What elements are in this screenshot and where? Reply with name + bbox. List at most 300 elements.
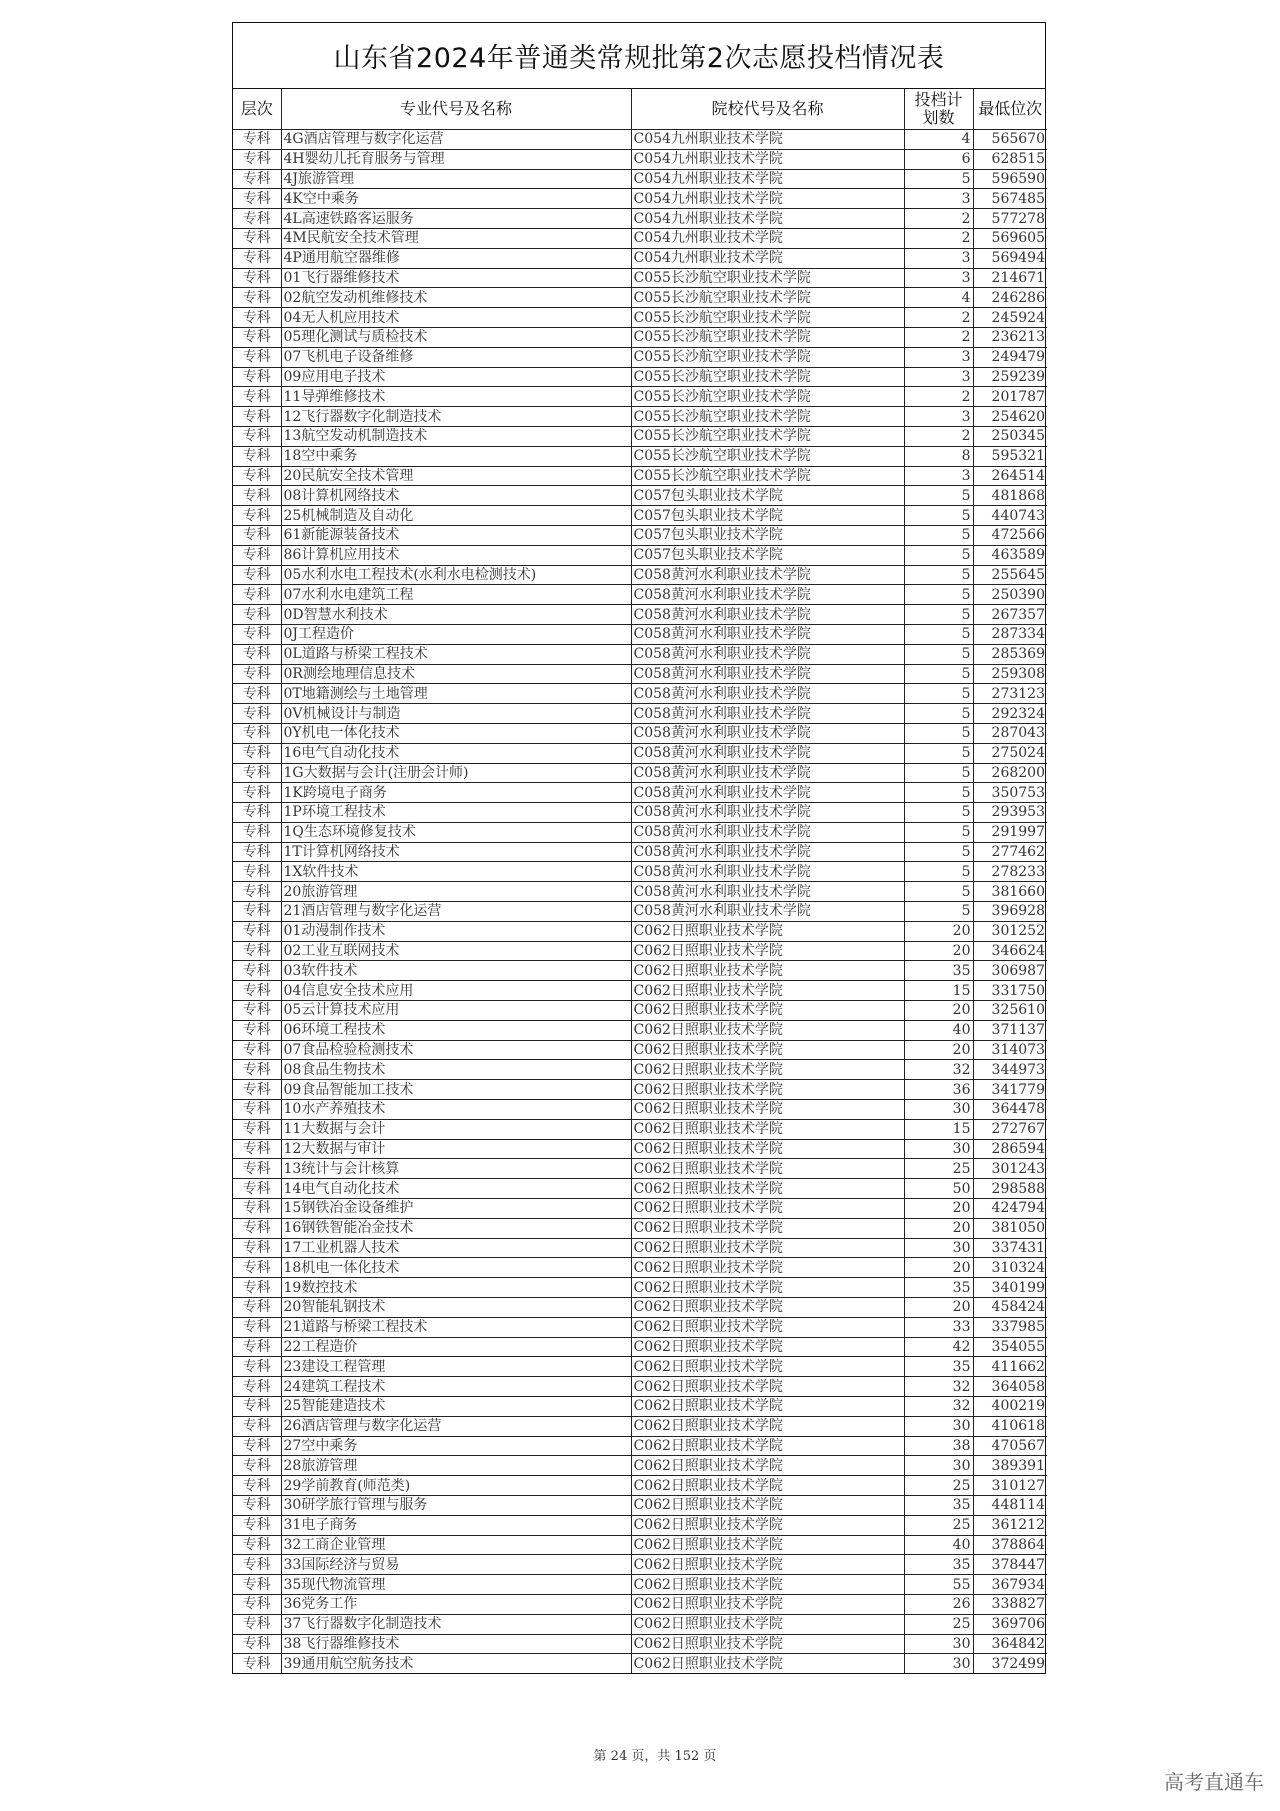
table-row <box>233 1456 1047 1476</box>
table-row <box>233 1159 1047 1179</box>
table-row <box>233 1080 1047 1100</box>
cell-level: 专科 <box>233 1278 281 1298</box>
table-row <box>233 1139 1047 1159</box>
cell-min-rank: 298588 <box>973 1179 1047 1199</box>
cell-plan-count: 35 <box>904 1495 973 1515</box>
cell-min-rank: 254620 <box>973 407 1047 427</box>
cell-school: C054九州职业技术学院 <box>631 248 904 268</box>
cell-min-rank: 463589 <box>973 545 1047 565</box>
column-header-plan-count <box>904 89 973 130</box>
table-row <box>233 1258 1047 1278</box>
cell-plan-count: 5 <box>904 743 973 763</box>
cell-major: 07食品检验检测技术 <box>281 1040 631 1060</box>
cell-level: 专科 <box>233 248 281 268</box>
cell-major: 1P环境工程技术 <box>281 803 631 823</box>
cell-min-rank: 272767 <box>973 1119 1047 1139</box>
table-row <box>233 1416 1047 1436</box>
cell-major: 39通用航空航务技术 <box>281 1654 631 1673</box>
cell-level: 专科 <box>233 783 281 803</box>
cell-major: 02航空发动机维修技术 <box>281 288 631 308</box>
cell-plan-count: 20 <box>904 1298 973 1318</box>
cell-min-rank: 286594 <box>973 1139 1047 1159</box>
cell-min-rank: 285369 <box>973 644 1047 664</box>
table-row <box>233 1476 1047 1496</box>
table-row <box>233 228 1047 248</box>
cell-min-rank: 364842 <box>973 1634 1047 1654</box>
cell-level: 专科 <box>233 367 281 387</box>
cell-major: 4L高速铁路客运服务 <box>281 209 631 229</box>
cell-min-rank: 396928 <box>973 902 1047 922</box>
cell-level: 专科 <box>233 1060 281 1080</box>
cell-level: 专科 <box>233 387 281 407</box>
cell-level: 专科 <box>233 1416 281 1436</box>
cell-level: 专科 <box>233 723 281 743</box>
cell-major: 1G大数据与会计(注册会计师) <box>281 763 631 783</box>
cell-school: C058黄河水利职业技术学院 <box>631 644 904 664</box>
cell-level: 专科 <box>233 268 281 288</box>
cell-level: 专科 <box>233 585 281 605</box>
cell-school: C062日照职业技术学院 <box>631 1575 904 1595</box>
cell-school: C062日照职业技术学院 <box>631 1357 904 1377</box>
cell-school: C062日照职业技术学院 <box>631 1119 904 1139</box>
cell-major: 01动漫制作技术 <box>281 921 631 941</box>
cell-major: 24建筑工程技术 <box>281 1377 631 1397</box>
cell-min-rank: 250345 <box>973 426 1047 446</box>
cell-major: 10水产养殖技术 <box>281 1100 631 1120</box>
cell-major: 21酒店管理与数字化运营 <box>281 902 631 922</box>
table-row <box>233 743 1047 763</box>
cell-school: C062日照职业技术学院 <box>631 1139 904 1159</box>
table-row <box>233 189 1047 209</box>
cell-level: 专科 <box>233 466 281 486</box>
cell-level: 专科 <box>233 1476 281 1496</box>
cell-level: 专科 <box>233 1634 281 1654</box>
cell-level: 专科 <box>233 605 281 625</box>
cell-level: 专科 <box>233 1119 281 1139</box>
cell-level: 专科 <box>233 1555 281 1575</box>
cell-min-rank: 369706 <box>973 1614 1047 1634</box>
cell-min-rank: 306987 <box>973 961 1047 981</box>
cell-plan-count: 5 <box>904 803 973 823</box>
table-row <box>233 1614 1047 1634</box>
cell-school: C054九州职业技术学院 <box>631 169 904 189</box>
table-row <box>233 723 1047 743</box>
cell-school: C058黄河水利职业技术学院 <box>631 565 904 585</box>
cell-min-rank: 236213 <box>973 327 1047 347</box>
cell-school: C062日照职业技术学院 <box>631 921 904 941</box>
cell-plan-count: 20 <box>904 1218 973 1238</box>
cell-school: C062日照职业技术学院 <box>631 981 904 1001</box>
cell-level: 专科 <box>233 1397 281 1417</box>
cell-plan-count: 8 <box>904 446 973 466</box>
table-row <box>233 169 1047 189</box>
cell-level: 专科 <box>233 684 281 704</box>
cell-level: 专科 <box>233 1594 281 1614</box>
table-body <box>233 130 1047 1674</box>
cell-level: 专科 <box>233 545 281 565</box>
cell-school: C062日照职业技术学院 <box>631 1080 904 1100</box>
cell-major: 08计算机网络技术 <box>281 486 631 506</box>
cell-school: C062日照职业技术学院 <box>631 1594 904 1614</box>
watermark: 高考直通车 <box>1164 1770 1264 1794</box>
table-row <box>233 130 1047 150</box>
cell-school: C062日照职业技术学院 <box>631 1337 904 1357</box>
cell-school: C054九州职业技术学院 <box>631 209 904 229</box>
cell-school: C054九州职业技术学院 <box>631 130 904 150</box>
admission-table-sheet <box>232 22 1046 1674</box>
table-row <box>233 605 1047 625</box>
cell-min-rank: 481868 <box>973 486 1047 506</box>
table-row <box>233 1317 1047 1337</box>
cell-major: 4G酒店管理与数字化运营 <box>281 130 631 150</box>
cell-level: 专科 <box>233 941 281 961</box>
admission-table <box>233 89 1047 1673</box>
page-footer: 第 24 页，共 152 页 <box>593 1749 717 1764</box>
cell-level: 专科 <box>233 1337 281 1357</box>
cell-level: 专科 <box>233 288 281 308</box>
cell-plan-count: 30 <box>904 1416 973 1436</box>
cell-level: 专科 <box>233 1040 281 1060</box>
cell-major: 18机电一体化技术 <box>281 1258 631 1278</box>
table-row <box>233 803 1047 823</box>
table-row <box>233 1555 1047 1575</box>
cell-min-rank: 291997 <box>973 822 1047 842</box>
cell-min-rank: 267357 <box>973 605 1047 625</box>
cell-plan-count: 25 <box>904 1159 973 1179</box>
cell-school: C058黄河水利职业技术学院 <box>631 704 904 724</box>
table-row <box>233 1337 1047 1357</box>
cell-min-rank: 301243 <box>973 1159 1047 1179</box>
table-row <box>233 822 1047 842</box>
cell-major: 11大数据与会计 <box>281 1119 631 1139</box>
table-row <box>233 882 1047 902</box>
cell-major: 37飞行器数字化制造技术 <box>281 1614 631 1634</box>
cell-level: 专科 <box>233 347 281 367</box>
cell-level: 专科 <box>233 842 281 862</box>
cell-major: 4H婴幼儿托育服务与管理 <box>281 149 631 169</box>
cell-plan-count: 35 <box>904 1278 973 1298</box>
cell-min-rank: 292324 <box>973 704 1047 724</box>
cell-level: 专科 <box>233 1199 281 1219</box>
table-row <box>233 1040 1047 1060</box>
cell-major: 1T计算机网络技术 <box>281 842 631 862</box>
cell-major: 1Q生态环境修复技术 <box>281 822 631 842</box>
cell-min-rank: 411662 <box>973 1357 1047 1377</box>
cell-plan-count: 20 <box>904 1001 973 1021</box>
cell-plan-count: 25 <box>904 1614 973 1634</box>
table-row <box>233 1238 1047 1258</box>
cell-min-rank: 381050 <box>973 1218 1047 1238</box>
cell-school: C062日照职业技术学院 <box>631 1416 904 1436</box>
cell-school: C055长沙航空职业技术学院 <box>631 327 904 347</box>
cell-major: 61新能源装备技术 <box>281 525 631 545</box>
cell-min-rank: 378864 <box>973 1535 1047 1555</box>
cell-level: 专科 <box>233 1159 281 1179</box>
cell-level: 专科 <box>233 209 281 229</box>
cell-major: 18空中乘务 <box>281 446 631 466</box>
cell-major: 03软件技术 <box>281 961 631 981</box>
cell-school: C062日照职业技术学院 <box>631 1001 904 1021</box>
cell-level: 专科 <box>233 1020 281 1040</box>
table-row <box>233 367 1047 387</box>
table-row <box>233 1634 1047 1654</box>
cell-major: 02工业互联网技术 <box>281 941 631 961</box>
cell-min-rank: 389391 <box>973 1456 1047 1476</box>
cell-major: 4M民航安全技术管理 <box>281 228 631 248</box>
cell-min-rank: 381660 <box>973 882 1047 902</box>
cell-plan-count: 15 <box>904 981 973 1001</box>
cell-major: 13统计与会计核算 <box>281 1159 631 1179</box>
cell-plan-count: 5 <box>904 763 973 783</box>
cell-plan-count: 2 <box>904 228 973 248</box>
cell-min-rank: 472566 <box>973 525 1047 545</box>
column-header-min-rank: 最低位次 <box>973 89 1047 130</box>
cell-major: 38飞行器维修技术 <box>281 1634 631 1654</box>
cell-plan-count: 35 <box>904 1357 973 1377</box>
cell-school: C055长沙航空职业技术学院 <box>631 347 904 367</box>
cell-major: 11导弹维修技术 <box>281 387 631 407</box>
cell-school: C057包头职业技术学院 <box>631 525 904 545</box>
cell-major: 04信息安全技术应用 <box>281 981 631 1001</box>
cell-level: 专科 <box>233 1377 281 1397</box>
cell-plan-count: 5 <box>904 545 973 565</box>
cell-school: C055长沙航空职业技术学院 <box>631 407 904 427</box>
cell-major: 25机械制造及自动化 <box>281 506 631 526</box>
table-row <box>233 446 1047 466</box>
cell-major: 35现代物流管理 <box>281 1575 631 1595</box>
cell-level: 专科 <box>233 228 281 248</box>
cell-school: C055长沙航空职业技术学院 <box>631 367 904 387</box>
table-row <box>233 1218 1047 1238</box>
cell-level: 专科 <box>233 1654 281 1673</box>
cell-major: 0J工程造价 <box>281 624 631 644</box>
cell-school: C062日照职业技术学院 <box>631 1495 904 1515</box>
cell-min-rank: 255645 <box>973 565 1047 585</box>
table-row <box>233 1298 1047 1318</box>
cell-min-rank: 567485 <box>973 189 1047 209</box>
cell-major: 01飞行器维修技术 <box>281 268 631 288</box>
cell-major: 0L道路与桥梁工程技术 <box>281 644 631 664</box>
cell-major: 0V机械设计与制造 <box>281 704 631 724</box>
cell-major: 0R测绘地理信息技术 <box>281 664 631 684</box>
cell-major: 04无人机应用技术 <box>281 308 631 328</box>
cell-min-rank: 249479 <box>973 347 1047 367</box>
cell-min-rank: 400219 <box>973 1397 1047 1417</box>
table-row <box>233 1100 1047 1120</box>
cell-major: 15钢铁冶金设备维护 <box>281 1199 631 1219</box>
cell-level: 专科 <box>233 426 281 446</box>
table-row <box>233 783 1047 803</box>
cell-level: 专科 <box>233 921 281 941</box>
cell-level: 专科 <box>233 169 281 189</box>
table-row <box>233 565 1047 585</box>
cell-level: 专科 <box>233 327 281 347</box>
cell-school: C058黄河水利职业技术学院 <box>631 803 904 823</box>
cell-plan-count: 5 <box>904 704 973 724</box>
cell-plan-count: 20 <box>904 1258 973 1278</box>
cell-school: C062日照职业技术学院 <box>631 1100 904 1120</box>
cell-min-rank: 458424 <box>973 1298 1047 1318</box>
cell-school: C062日照职业技术学院 <box>631 1614 904 1634</box>
table-row <box>233 288 1047 308</box>
cell-plan-count: 40 <box>904 1535 973 1555</box>
cell-min-rank: 378447 <box>973 1555 1047 1575</box>
cell-plan-count: 2 <box>904 387 973 407</box>
cell-plan-count: 5 <box>904 684 973 704</box>
cell-major: 25智能建造技术 <box>281 1397 631 1417</box>
cell-plan-count: 4 <box>904 130 973 150</box>
cell-school: C062日照职业技术学院 <box>631 1456 904 1476</box>
cell-major: 05云计算技术应用 <box>281 1001 631 1021</box>
cell-min-rank: 293953 <box>973 803 1047 823</box>
cell-school: C062日照职业技术学院 <box>631 1634 904 1654</box>
cell-level: 专科 <box>233 822 281 842</box>
cell-school: C058黄河水利职业技术学院 <box>631 882 904 902</box>
cell-plan-count: 5 <box>904 624 973 644</box>
cell-major: 1X软件技术 <box>281 862 631 882</box>
cell-level: 专科 <box>233 644 281 664</box>
table-row <box>233 387 1047 407</box>
table-row <box>233 1119 1047 1139</box>
cell-school: C062日照职业技术学院 <box>631 961 904 981</box>
table-row <box>233 902 1047 922</box>
cell-min-rank: 565670 <box>973 130 1047 150</box>
table-row <box>233 1515 1047 1535</box>
table-row <box>233 941 1047 961</box>
cell-plan-count: 15 <box>904 1119 973 1139</box>
cell-school: C058黄河水利职业技术学院 <box>631 664 904 684</box>
cell-min-rank: 569605 <box>973 228 1047 248</box>
cell-plan-count: 5 <box>904 585 973 605</box>
cell-school: C062日照职业技术学院 <box>631 1258 904 1278</box>
cell-school: C055长沙航空职业技术学院 <box>631 466 904 486</box>
cell-level: 专科 <box>233 149 281 169</box>
cell-plan-count: 30 <box>904 1139 973 1159</box>
table-row <box>233 426 1047 446</box>
cell-major: 14电气自动化技术 <box>281 1179 631 1199</box>
cell-level: 专科 <box>233 1357 281 1377</box>
cell-major: 09食品智能加工技术 <box>281 1080 631 1100</box>
cell-level: 专科 <box>233 981 281 1001</box>
cell-min-rank: 424794 <box>973 1199 1047 1219</box>
table-row <box>233 525 1047 545</box>
cell-min-rank: 278233 <box>973 862 1047 882</box>
table-row <box>233 486 1047 506</box>
cell-min-rank: 287043 <box>973 723 1047 743</box>
cell-plan-count: 3 <box>904 466 973 486</box>
table-row <box>233 704 1047 724</box>
cell-min-rank: 340199 <box>973 1278 1047 1298</box>
cell-major: 20民航安全技术管理 <box>281 466 631 486</box>
cell-plan-count: 25 <box>904 1515 973 1535</box>
cell-school: C055长沙航空职业技术学院 <box>631 288 904 308</box>
cell-level: 专科 <box>233 486 281 506</box>
table-row <box>233 545 1047 565</box>
cell-school: C062日照职业技术学院 <box>631 1555 904 1575</box>
table-row <box>233 1357 1047 1377</box>
cell-min-rank: 372499 <box>973 1654 1047 1673</box>
cell-major: 21道路与桥梁工程技术 <box>281 1317 631 1337</box>
cell-major: 09应用电子技术 <box>281 367 631 387</box>
cell-min-rank: 350753 <box>973 783 1047 803</box>
cell-plan-count: 5 <box>904 723 973 743</box>
cell-min-rank: 596590 <box>973 169 1047 189</box>
cell-plan-count: 25 <box>904 1476 973 1496</box>
cell-school: C062日照职业技术学院 <box>631 1476 904 1496</box>
cell-plan-count: 5 <box>904 882 973 902</box>
cell-school: C055长沙航空职业技术学院 <box>631 308 904 328</box>
table-row <box>233 1020 1047 1040</box>
cell-plan-count: 35 <box>904 961 973 981</box>
cell-min-rank: 259308 <box>973 664 1047 684</box>
cell-min-rank: 250390 <box>973 585 1047 605</box>
cell-level: 专科 <box>233 1298 281 1318</box>
cell-school: C062日照职业技术学院 <box>631 1377 904 1397</box>
cell-major: 05水利水电工程技术(水利水电检测技术) <box>281 565 631 585</box>
cell-min-rank: 367934 <box>973 1575 1047 1595</box>
cell-plan-count: 5 <box>904 506 973 526</box>
page-title: 山东省2024年普通类常规批第2次志愿投档情况表 <box>233 23 1045 89</box>
table-row <box>233 1535 1047 1555</box>
cell-level: 专科 <box>233 902 281 922</box>
table-row <box>233 1575 1047 1595</box>
cell-min-rank: 364058 <box>973 1377 1047 1397</box>
cell-level: 专科 <box>233 1575 281 1595</box>
cell-plan-count: 40 <box>904 1020 973 1040</box>
table-row <box>233 1495 1047 1515</box>
cell-min-rank: 470567 <box>973 1436 1047 1456</box>
cell-school: C058黄河水利职业技术学院 <box>631 862 904 882</box>
cell-school: C058黄河水利职业技术学院 <box>631 783 904 803</box>
cell-school: C062日照职业技术学院 <box>631 1397 904 1417</box>
cell-school: C058黄河水利职业技术学院 <box>631 743 904 763</box>
cell-plan-count: 5 <box>904 605 973 625</box>
cell-major: 0D智慧水利技术 <box>281 605 631 625</box>
cell-level: 专科 <box>233 961 281 981</box>
cell-level: 专科 <box>233 525 281 545</box>
cell-level: 专科 <box>233 1317 281 1337</box>
cell-plan-count: 5 <box>904 842 973 862</box>
cell-min-rank: 337431 <box>973 1238 1047 1258</box>
table-row <box>233 1397 1047 1417</box>
cell-school: C062日照职业技术学院 <box>631 1515 904 1535</box>
cell-level: 专科 <box>233 1456 281 1476</box>
cell-plan-count: 35 <box>904 1555 973 1575</box>
cell-plan-count: 5 <box>904 902 973 922</box>
table-row <box>233 1199 1047 1219</box>
cell-min-rank: 245924 <box>973 308 1047 328</box>
cell-major: 32工商企业管理 <box>281 1535 631 1555</box>
cell-plan-count: 42 <box>904 1337 973 1357</box>
cell-plan-count: 4 <box>904 288 973 308</box>
cell-min-rank: 275024 <box>973 743 1047 763</box>
cell-min-rank: 287334 <box>973 624 1047 644</box>
table-row <box>233 842 1047 862</box>
cell-plan-count: 5 <box>904 862 973 882</box>
table-row <box>233 1278 1047 1298</box>
cell-major: 12飞行器数字化制造技术 <box>281 407 631 427</box>
cell-min-rank: 595321 <box>973 446 1047 466</box>
cell-level: 专科 <box>233 1515 281 1535</box>
table-row <box>233 585 1047 605</box>
cell-level: 专科 <box>233 1080 281 1100</box>
cell-major: 08食品生物技术 <box>281 1060 631 1080</box>
cell-major: 86计算机应用技术 <box>281 545 631 565</box>
cell-major: 36党务工作 <box>281 1594 631 1614</box>
cell-major: 07水利水电建筑工程 <box>281 585 631 605</box>
cell-school: C062日照职业技术学院 <box>631 1159 904 1179</box>
cell-level: 专科 <box>233 446 281 466</box>
